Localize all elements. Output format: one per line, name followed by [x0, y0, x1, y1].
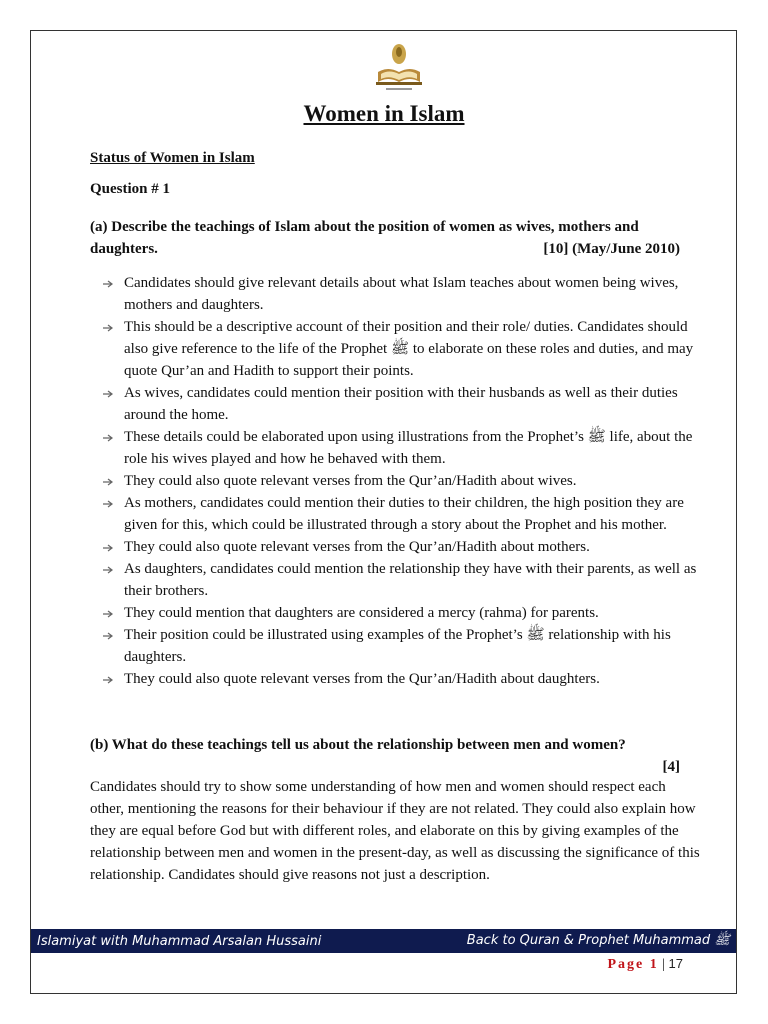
list-item — [100, 602, 700, 624]
bullet-text: They could also quote relevant verses from the Qur’an/Hadith about daughters. — [124, 671, 600, 687]
page-label: Page 1 — [607, 957, 659, 972]
question-part-b — [90, 734, 700, 778]
question-part-a-line2: daughters. — [90, 241, 158, 257]
page-number — [607, 956, 683, 973]
bullet-text: They could also quote relevant verses from the Qur’an/Hadith about mothers. — [124, 539, 590, 555]
list-item — [100, 558, 700, 602]
list-item — [100, 426, 700, 470]
bullet-text: Their position could be illustrated using examples of the Prophet’s ﷺ relationship with his daughters. — [124, 627, 671, 665]
answer-paragraph: Candidates should try to show some understanding of how men and women should respect each other, mentioning the reasons for their behaviour if they are not related. They could also explain how they are equal before God but with different roles, and elaborate on this by giving examples of the relationship between men and women in the present-day, as well as discussing the significance of this relationship. Candidates should give reasons not just a description. — [90, 779, 700, 883]
list-item — [100, 316, 700, 382]
arrow-bullet-icon — [102, 566, 116, 574]
bullet-text: Candidates should give relevant details about what Islam teaches about women being wives, mothers and daughters. — [124, 275, 679, 313]
question-label: Question # 1 — [90, 181, 171, 197]
footer-banner — [31, 929, 736, 953]
list-item — [100, 536, 700, 558]
list-item — [100, 382, 700, 426]
page-total: 17 — [668, 956, 683, 971]
arrow-bullet-icon — [102, 544, 116, 552]
list-item — [100, 272, 700, 316]
arrow-bullet-icon — [102, 500, 116, 508]
arrow-bullet-icon — [102, 390, 116, 398]
question-part-a — [90, 216, 700, 260]
bullet-text: They could also quote relevant verses from the Qur’an/Hadith about wives. — [124, 473, 577, 489]
arrow-bullet-icon — [102, 632, 116, 640]
arrow-bullet-icon — [102, 434, 116, 442]
list-item — [100, 668, 700, 690]
answer-bullet-list — [100, 272, 700, 690]
section-subheading: Status of Women in Islam — [90, 150, 255, 166]
list-item — [100, 470, 700, 492]
list-item — [100, 492, 700, 536]
question-part-a-marks: [10] (May/June 2010) — [543, 241, 680, 257]
page-title: Women in Islam — [303, 101, 465, 126]
bullet-text: This should be a descriptive account of their position and their role/ duties. Candidates should also give reference to the life of the Prophet ﷺ to elaborate on these roles and duties, and may quote Qur’an and Hadith to support their points. — [124, 319, 694, 379]
question-part-b-marks: [4] — [662, 759, 680, 775]
arrow-bullet-icon — [102, 478, 116, 486]
arrow-bullet-icon — [102, 324, 116, 332]
bullet-text: They could mention that daughters are considered a mercy (rahma) for parents. — [124, 605, 599, 621]
arrow-bullet-icon — [102, 610, 116, 618]
arrow-bullet-icon — [102, 676, 116, 684]
page-separator: | — [662, 957, 666, 972]
bullet-text: As wives, candidates could mention their position with their husbands as well as their duties around the home. — [124, 385, 678, 423]
footer-left-text: Islamiyat with Muhammad Arsalan Hussaini — [37, 933, 322, 949]
bullet-text: As daughters, candidates could mention the relationship they have with their parents, as well as their brothers. — [124, 561, 697, 599]
arrow-bullet-icon — [102, 280, 116, 288]
bullet-text: These details could be elaborated upon using illustrations from the Prophet’s ﷺ life, about the role his wives played and how he behaved with them. — [124, 429, 693, 467]
footer-right-text: Back to Quran & Prophet Muhammad ﷺ — [466, 932, 730, 948]
book-logo-icon — [372, 38, 426, 94]
list-item — [100, 624, 700, 668]
bullet-text: As mothers, candidates could mention their duties to their children, the high position they are given for this, which could be illustrated through a story about the Prophet and his mother. — [124, 495, 684, 533]
question-part-b-text: (b) What do these teachings tell us about the relationship between men and women? — [90, 737, 626, 753]
question-part-a-line1: (a) Describe the teachings of Islam about the position of women as wives, mothers and — [90, 219, 639, 235]
